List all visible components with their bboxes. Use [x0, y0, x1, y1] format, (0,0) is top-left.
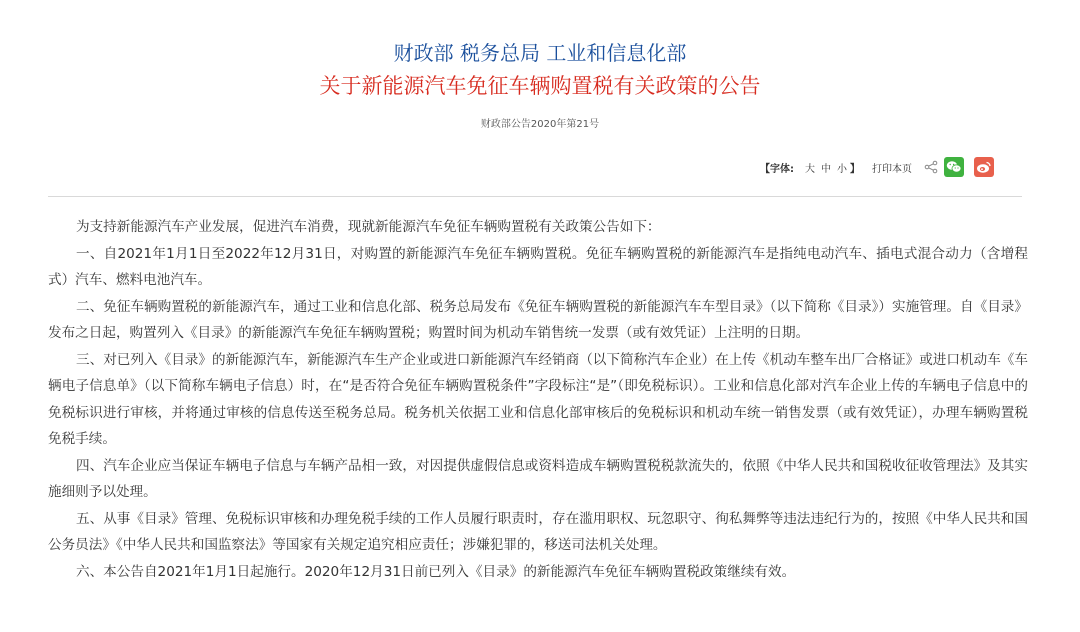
body-paragraph-intro: 为支持新能源汽车产业发展，促进汽车消费，现就新能源汽车免征车辆购置税有关政策公告如下： — [76, 219, 661, 235]
body-paragraph-2: 二、免征车辆购置税的新能源汽车，通过工业和信息化部、税务总局发布《免征车辆购置税的新能源汽车车型目录》（以下简称《目录》）实施管理。自《目录》发布之日起，购置列入《目录》的新能源汽车免征车辆购置税；购置时间为机动车销售统一发票（或有效凭证）上注明的日期。 — [48, 298, 1028, 341]
document-number: 财政部公告2020年第21号 — [480, 119, 600, 130]
share-icon[interactable] — [924, 160, 938, 174]
toolbar-close-bracket: 】 — [850, 163, 860, 175]
page-title: 关于新能源汽车免征车辆购置税有关政策的公告 — [319, 74, 761, 98]
body-paragraph-3: 三、对已列入《目录》的新能源汽车，新能源汽车生产企业或进口新能源汽车经销商（以下简称汽车企业）在上传《机动车整车出厂合格证》或进口机动车《车辆电子信息单》（以下简称车辆电子信息）时，在“是否符合免征车辆购置税条件”字段标注“是”（即免税标识）。工业和信息化部对汽车企业上传的车辆电子信息中的免税标识进行审核，并将通过审核的信息传送至税务总局。税务机关依据工业和信息化部审核后的免税标识和机动车统一销售发票（或有效凭证），办理车辆购置税免税手续。 — [48, 351, 1028, 447]
font-size-small-button[interactable]: 小 — [837, 163, 847, 175]
weibo-glyph-icon — [976, 160, 992, 174]
font-size-medium-button[interactable]: 中 — [821, 163, 831, 175]
body-paragraph-1: 一、自2021年1月1日至2022年12月31日，对购置的新能源汽车免征车辆购置税。免征车辆购置税的新能源汽车是指纯电动汽车、插电式混合动力（含增程式）汽车、燃料电池汽车。 — [48, 245, 1028, 288]
wechat-glyph-icon — [946, 160, 962, 174]
font-size-label: 字体: — [770, 163, 794, 175]
issuing-agencies: 财政部 税务总局 工业和信息化部 — [393, 41, 687, 65]
wechat-icon[interactable] — [944, 157, 964, 177]
header-divider — [48, 196, 1022, 197]
weibo-icon[interactable] — [974, 157, 994, 177]
toolbar-open-bracket: 【 — [760, 163, 770, 175]
article-body — [48, 214, 1028, 585]
body-paragraph-5: 五、从事《目录》管理、免税标识审核和办理免税手续的工作人员履行职责时，存在滥用职权、玩忽职守、徇私舞弊等违法违纪行为的，按照《中华人民共和国公务员法》《中华人民共和国监察法》等国家有关规定追究相应责任；涉嫌犯罪的，移送司法机关处理。 — [48, 510, 1028, 553]
body-paragraph-6: 六、本公告自2021年1月1日起施行。2020年12月31日前已列入《目录》的新能源汽车免征车辆购置税政策继续有效。 — [76, 563, 796, 580]
article-toolbar — [760, 154, 1020, 180]
body-paragraph-4: 四、汽车企业应当保证车辆电子信息与车辆产品相一致，对因提供虚假信息或资料造成车辆购置税税款流失的，依照《中华人民共和国税收征收管理法》及其实施细则予以处理。 — [48, 457, 1028, 500]
print-page-button[interactable]: 打印本页 — [872, 163, 912, 175]
font-size-large-button[interactable]: 大 — [805, 163, 815, 175]
